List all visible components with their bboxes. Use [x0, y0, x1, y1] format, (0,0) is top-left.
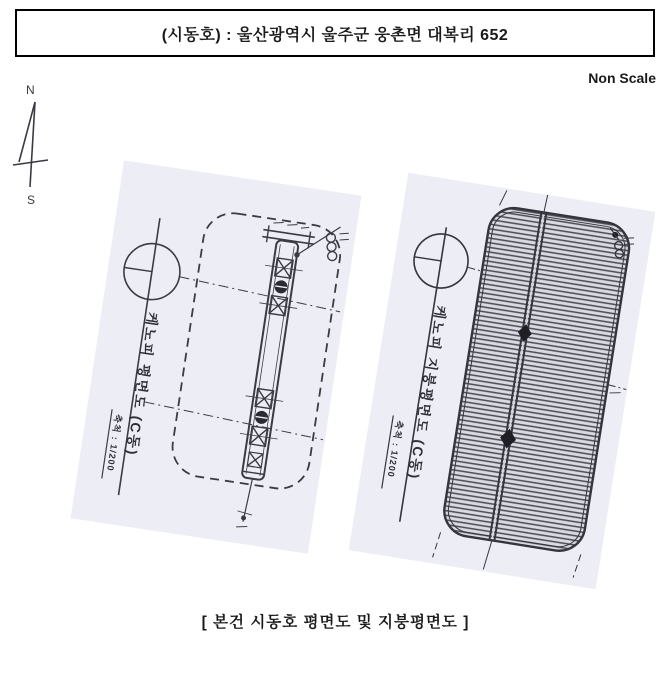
compass-south-label: S	[27, 193, 36, 207]
address-title-box	[15, 9, 655, 57]
roof-plan-scale-label: 축척 : 1/200	[385, 419, 405, 479]
roof-plan-line-art	[349, 173, 656, 589]
floor-plan-scale-label: 축척 : 1/200	[104, 413, 124, 473]
compass-needle-icon	[8, 99, 56, 191]
figure-caption: [ 본건 시동호 평면도 및 지붕평면도 ]	[201, 614, 470, 631]
non-scale-label: Non Scale	[588, 70, 656, 86]
floor-plan-title-label: 케노피 평면도 (C동)	[123, 311, 161, 458]
floor-plan-drawing	[71, 160, 362, 553]
compass-north-label: N	[26, 83, 35, 97]
floor-plan-line-art	[71, 160, 362, 553]
roof-plan-title-label: 케노피 지붕평면도 (C동)	[405, 304, 449, 482]
address-title: (시동호) : 울산광역시 울주군 웅촌면 대복리 652	[161, 26, 509, 44]
roof-plan-drawing	[349, 173, 656, 589]
